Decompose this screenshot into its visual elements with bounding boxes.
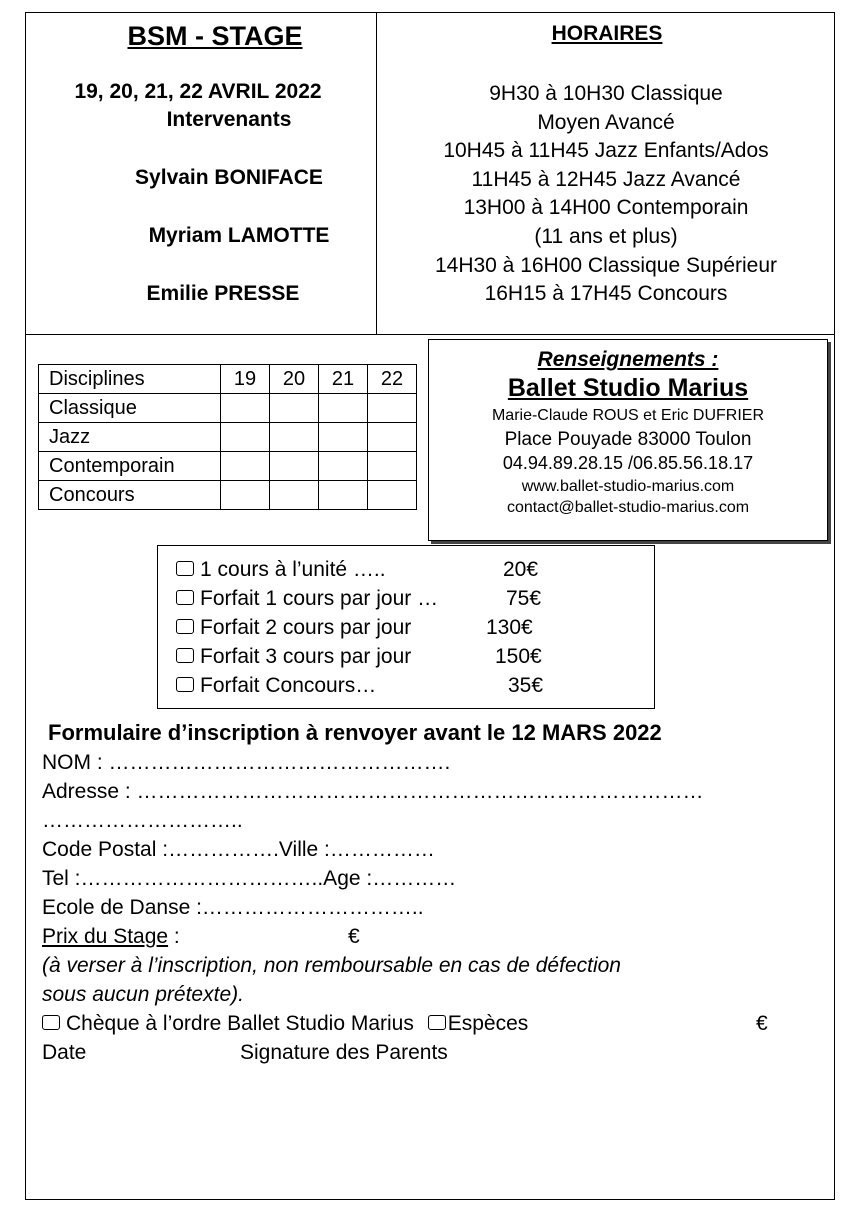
day-cell[interactable] [221,452,270,481]
adresse-field[interactable]: Adresse : ……………………………………………………………………… [42,780,704,803]
intervenants-label: Intervenants [166,108,292,131]
discipline-name: Concours [39,481,221,510]
tarif-label: Forfait 2 cours par jour [200,616,412,639]
tarif-label: Forfait 1 cours par jour … [200,587,439,610]
intervenant-1: Sylvain BONIFACE [135,166,323,189]
day-cell[interactable] [319,394,368,423]
tarif-label: Forfait 3 cours par jour [200,645,412,668]
checkbox-icon[interactable] [42,1015,60,1030]
day-cell[interactable] [270,423,319,452]
table-header-cell: 20 [270,365,319,394]
checkbox-icon[interactable] [176,677,194,692]
schedule-line: (11 ans et plus) [534,224,678,248]
day-cell[interactable] [368,452,417,481]
table-header-cell: Disciplines [39,365,221,394]
nom-field[interactable]: NOM : …………………………………………. [42,751,451,774]
disciplines-table [38,364,417,510]
horizontal-divider [25,334,835,335]
day-cell[interactable] [270,394,319,423]
cheque-option[interactable]: Chèque à l’ordre Ballet Studio Marius [66,1012,414,1035]
intervenant-2: Myriam LAMOTTE [148,224,330,247]
schedule-line: 14H30 à 16H00 Classique Supérieur [434,253,778,277]
ecole-de-danse-field[interactable]: Ecole de Danse :………………………….. [42,896,424,919]
code-postal-ville-field[interactable]: Code Postal :…………….Ville :…………… [42,838,435,861]
day-cell[interactable] [319,423,368,452]
payment-method-row [42,1012,528,1036]
date-label: Date [42,1041,87,1064]
schedule-line: 11H45 à 12H45 Jazz Avancé [471,167,741,191]
especes-option[interactable]: Espèces [447,1012,529,1035]
tarif-label: Forfait Concours… [200,674,377,697]
prix-euro-sign: € [348,925,360,948]
renseignements-box [428,339,828,541]
day-cell[interactable] [221,394,270,423]
day-cell[interactable] [270,481,319,510]
renseignements-label: Renseignements : [537,348,719,371]
table-row [39,452,417,481]
table-header-cell: 22 [368,365,417,394]
day-cell[interactable] [319,481,368,510]
checkbox-icon[interactable] [176,619,194,634]
schedule-line: Moyen Avancé [537,110,675,134]
tarif-price: 75€ [506,587,542,610]
table-header-row [39,365,417,394]
tarif-row[interactable] [176,616,411,640]
schedule-line: 13H00 à 14H00 Contemporain [463,196,749,220]
email-link[interactable]: contact@ballet-studio-marius.com [506,499,750,516]
stage-title: BSM - STAGE [127,21,303,51]
website-link[interactable]: www.ballet-studio-marius.com [521,478,735,495]
tel-age-field[interactable]: Tel :……………………………..Age :………… [42,867,457,890]
phone-numbers: 04.94.89.28.15 /06.85.56.18.17 [502,453,754,473]
checkbox-icon[interactable] [428,1015,446,1030]
tarif-row[interactable] [176,587,438,611]
day-cell[interactable] [221,481,270,510]
signature-label: Signature des Parents [240,1041,448,1064]
discipline-name: Contemporain [39,452,221,481]
prix-label: Prix du Stage [42,925,169,948]
schedule-line: 9H30 à 10H30 Classique [489,82,723,105]
day-cell[interactable] [368,481,417,510]
table-row [39,481,417,510]
day-cell[interactable] [368,423,417,452]
day-cell[interactable] [270,452,319,481]
schedule-line: 16H15 à 17H45 Concours [484,282,728,306]
prix-colon: : [168,925,180,948]
table-header-cell: 19 [221,365,270,394]
discipline-name: Jazz [39,423,221,452]
payment-note-line1: (à verser à l’inscription, non remboursable en cas de défection [42,954,621,977]
tarifs-box [157,545,655,709]
form-heading: Formulaire d’inscription à renvoyer avant le 12 MARS 2022 [48,720,662,745]
tarif-label: 1 cours à l’unité ….. [200,558,386,581]
studio-address: Place Pouyade 83000 Toulon [504,429,752,450]
studio-name: Ballet Studio Marius [507,374,749,402]
tarif-price: 150€ [495,645,542,668]
prix-du-stage-row [42,925,180,949]
intervenant-3: Emilie PRESSE [146,282,300,305]
horaires-title: HORAIRES [551,22,663,45]
horaires-schedule [390,80,822,309]
tarif-price: 35€ [508,674,544,697]
tarif-row[interactable] [176,674,376,698]
contact-names: Marie-Claude ROUS et Eric DUFRIER [491,407,765,424]
day-cell[interactable] [368,394,417,423]
table-row [39,394,417,423]
adresse-field-continued[interactable]: ……………………….. [42,809,243,832]
checkbox-icon[interactable] [176,590,194,605]
table-row [39,423,417,452]
checkbox-icon[interactable] [176,648,194,663]
day-cell[interactable] [319,452,368,481]
checkbox-icon[interactable] [176,561,194,576]
discipline-name: Classique [39,394,221,423]
stage-dates: 19, 20, 21, 22 AVRIL 2022 [74,80,322,103]
tarif-row[interactable] [176,558,386,582]
tarif-price: 20€ [503,558,539,581]
schedule-line: 10H45 à 11H45 Jazz Enfants/Ados [443,139,769,163]
day-cell[interactable] [221,423,270,452]
tarif-row[interactable] [176,645,411,669]
tarif-price: 130€ [486,616,533,639]
especes-euro-sign: € [756,1012,768,1035]
payment-note-line2: sous aucun prétexte). [42,983,244,1006]
table-header-cell: 21 [319,365,368,394]
